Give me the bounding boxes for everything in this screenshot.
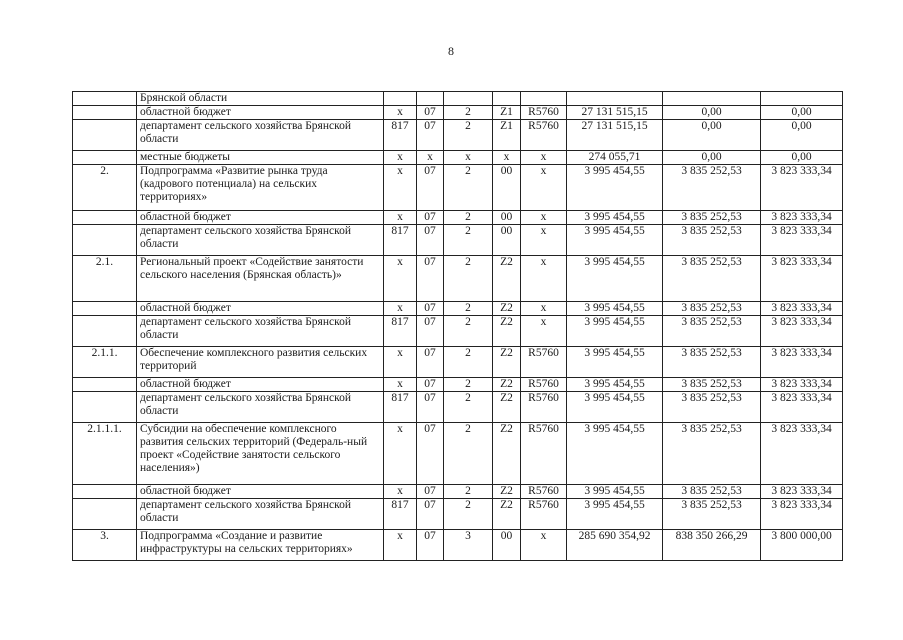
row-name: местные бюджеты bbox=[137, 151, 384, 165]
amount-2020: 3 995 454,55 bbox=[567, 225, 663, 256]
item-code: Z2 bbox=[493, 378, 521, 392]
amount-2021: 3 835 252,53 bbox=[663, 302, 761, 316]
program-code: 2 bbox=[444, 106, 493, 120]
section-code: 07 bbox=[417, 211, 444, 225]
row-name: областной бюджет bbox=[137, 378, 384, 392]
row-name: департамент сельского хозяйства Брянской области bbox=[137, 225, 384, 256]
row-name: департамент сельского хозяйства Брянской области bbox=[137, 120, 384, 151]
row-number: 2.1.1.1. bbox=[73, 423, 137, 485]
grbs-code: 817 bbox=[384, 392, 417, 423]
direction-code: R5760 bbox=[521, 485, 567, 499]
row-number: 2.1. bbox=[73, 256, 137, 302]
item-code: Z2 bbox=[493, 485, 521, 499]
item-code: Z1 bbox=[493, 120, 521, 151]
section-code: 07 bbox=[417, 316, 444, 347]
amount-2022: 0,00 bbox=[761, 120, 843, 151]
item-code: 00 bbox=[493, 211, 521, 225]
amount-2021: 3 835 252,53 bbox=[663, 256, 761, 302]
program-code: 2 bbox=[444, 423, 493, 485]
amount-2022: 3 823 333,34 bbox=[761, 302, 843, 316]
direction-code: R5760 bbox=[521, 499, 567, 530]
amount-2020: 3 995 454,55 bbox=[567, 165, 663, 211]
grbs-code: 817 bbox=[384, 120, 417, 151]
table-row bbox=[73, 120, 843, 151]
program-code: 2 bbox=[444, 211, 493, 225]
amount-2022: 3 823 333,34 bbox=[761, 485, 843, 499]
program-code: 2 bbox=[444, 378, 493, 392]
program-code: 2 bbox=[444, 302, 493, 316]
direction-code: R5760 bbox=[521, 120, 567, 151]
item-code: Z2 bbox=[493, 256, 521, 302]
program-code: 3 bbox=[444, 530, 493, 561]
amount-2021: 0,00 bbox=[663, 151, 761, 165]
grbs-code: х bbox=[384, 151, 417, 165]
row-name: Брянской области bbox=[137, 92, 384, 106]
direction-code: R5760 bbox=[521, 378, 567, 392]
amount-2020: 27 131 515,15 bbox=[567, 120, 663, 151]
table-row bbox=[73, 151, 843, 165]
grbs-code: х bbox=[384, 530, 417, 561]
amount-2022: 3 800 000,00 bbox=[761, 530, 843, 561]
item-code: Z2 bbox=[493, 423, 521, 485]
grbs-code: х bbox=[384, 302, 417, 316]
amount-2021: 838 350 266,29 bbox=[663, 530, 761, 561]
section-code: 07 bbox=[417, 378, 444, 392]
direction-code: R5760 bbox=[521, 106, 567, 120]
amount-2021 bbox=[663, 92, 761, 106]
row-name: областной бюджет bbox=[137, 485, 384, 499]
grbs-code: х bbox=[384, 423, 417, 485]
amount-2020: 3 995 454,55 bbox=[567, 392, 663, 423]
budget-table bbox=[72, 91, 843, 561]
grbs-code: х bbox=[384, 256, 417, 302]
amount-2022: 3 823 333,34 bbox=[761, 211, 843, 225]
amount-2022: 3 823 333,34 bbox=[761, 256, 843, 302]
row-number bbox=[73, 106, 137, 120]
amount-2022: 3 823 333,34 bbox=[761, 392, 843, 423]
item-code: Z2 bbox=[493, 302, 521, 316]
row-number bbox=[73, 92, 137, 106]
row-number bbox=[73, 392, 137, 423]
section-code: 07 bbox=[417, 106, 444, 120]
direction-code: х bbox=[521, 225, 567, 256]
section-code: 07 bbox=[417, 485, 444, 499]
row-number bbox=[73, 316, 137, 347]
direction-code: х bbox=[521, 530, 567, 561]
grbs-code: х bbox=[384, 378, 417, 392]
table-row bbox=[73, 225, 843, 256]
amount-2021: 3 835 252,53 bbox=[663, 211, 761, 225]
program-code: 2 bbox=[444, 165, 493, 211]
amount-2020: 3 995 454,55 bbox=[567, 256, 663, 302]
section-code: 07 bbox=[417, 423, 444, 485]
page-number: 8 bbox=[448, 44, 454, 58]
amount-2021: 3 835 252,53 bbox=[663, 423, 761, 485]
direction-code: х bbox=[521, 316, 567, 347]
program-code: 2 bbox=[444, 347, 493, 378]
table-row bbox=[73, 302, 843, 316]
row-name: департамент сельского хозяйства Брянской области bbox=[137, 499, 384, 530]
row-name: Обеспечение комплексного развития сельских территорий bbox=[137, 347, 384, 378]
grbs-code: 817 bbox=[384, 316, 417, 347]
row-number bbox=[73, 302, 137, 316]
section-code: 07 bbox=[417, 256, 444, 302]
row-name: Подпрограмма «Создание и развитие инфраструктуры на сельских территориях» bbox=[137, 530, 384, 561]
section-code: 07 bbox=[417, 347, 444, 378]
amount-2022: 3 823 333,34 bbox=[761, 165, 843, 211]
section-code: 07 bbox=[417, 225, 444, 256]
program-code: 2 bbox=[444, 485, 493, 499]
program-code: 2 bbox=[444, 256, 493, 302]
row-number bbox=[73, 378, 137, 392]
grbs-code: 817 bbox=[384, 225, 417, 256]
row-number bbox=[73, 225, 137, 256]
direction-code: R5760 bbox=[521, 423, 567, 485]
amount-2020: 3 995 454,55 bbox=[567, 485, 663, 499]
row-number bbox=[73, 211, 137, 225]
item-code bbox=[493, 92, 521, 106]
amount-2020: 3 995 454,55 bbox=[567, 211, 663, 225]
program-code: 2 bbox=[444, 499, 493, 530]
row-number: 3. bbox=[73, 530, 137, 561]
direction-code: х bbox=[521, 302, 567, 316]
amount-2022: 3 823 333,34 bbox=[761, 316, 843, 347]
section-code: 07 bbox=[417, 120, 444, 151]
row-number bbox=[73, 485, 137, 499]
amount-2020: 3 995 454,55 bbox=[567, 378, 663, 392]
direction-code: х bbox=[521, 256, 567, 302]
table-row bbox=[73, 392, 843, 423]
amount-2022: 0,00 bbox=[761, 151, 843, 165]
section-code: х bbox=[417, 151, 444, 165]
row-name: областной бюджет bbox=[137, 106, 384, 120]
program-code: 2 bbox=[444, 120, 493, 151]
item-code: Z1 bbox=[493, 106, 521, 120]
table-row bbox=[73, 485, 843, 499]
item-code: 00 bbox=[493, 165, 521, 211]
amount-2021: 3 835 252,53 bbox=[663, 316, 761, 347]
amount-2021: 3 835 252,53 bbox=[663, 347, 761, 378]
row-number: 2.1.1. bbox=[73, 347, 137, 378]
direction-code: R5760 bbox=[521, 347, 567, 378]
amount-2020: 274 055,71 bbox=[567, 151, 663, 165]
item-code: Z2 bbox=[493, 347, 521, 378]
table-row bbox=[73, 106, 843, 120]
amount-2021: 0,00 bbox=[663, 106, 761, 120]
grbs-code: х bbox=[384, 106, 417, 120]
row-name: областной бюджет bbox=[137, 302, 384, 316]
row-number bbox=[73, 151, 137, 165]
program-code: 2 bbox=[444, 392, 493, 423]
row-name: департамент сельского хозяйства Брянской области bbox=[137, 316, 384, 347]
table-row bbox=[73, 378, 843, 392]
direction-code bbox=[521, 92, 567, 106]
table-row bbox=[73, 530, 843, 561]
grbs-code: х bbox=[384, 165, 417, 211]
amount-2021: 3 835 252,53 bbox=[663, 392, 761, 423]
program-code: 2 bbox=[444, 316, 493, 347]
amount-2021: 0,00 bbox=[663, 120, 761, 151]
item-code: 00 bbox=[493, 225, 521, 256]
row-name: Субсидии на обеспечение комплексного развития сельских территорий (Федераль-ный проект «Содействие занятости сельского населения») bbox=[137, 423, 384, 485]
amount-2022: 3 823 333,34 bbox=[761, 499, 843, 530]
table-row bbox=[73, 211, 843, 225]
amount-2022 bbox=[761, 92, 843, 106]
row-number: 2. bbox=[73, 165, 137, 211]
item-code: х bbox=[493, 151, 521, 165]
row-name: департамент сельского хозяйства Брянской области bbox=[137, 392, 384, 423]
section-code: 07 bbox=[417, 392, 444, 423]
section-code: 07 bbox=[417, 165, 444, 211]
item-code: 00 bbox=[493, 530, 521, 561]
program-code bbox=[444, 92, 493, 106]
table-row bbox=[73, 347, 843, 378]
amount-2021: 3 835 252,53 bbox=[663, 165, 761, 211]
direction-code: х bbox=[521, 165, 567, 211]
row-name: Подпрограмма «Развитие рынка труда (кадрового потенциала) на сельских территориях» bbox=[137, 165, 384, 211]
grbs-code: 817 bbox=[384, 499, 417, 530]
grbs-code: х bbox=[384, 347, 417, 378]
row-name: Региональный проект «Содействие занятости сельского населения (Брянская область)» bbox=[137, 256, 384, 302]
amount-2020: 27 131 515,15 bbox=[567, 106, 663, 120]
amount-2020 bbox=[567, 92, 663, 106]
amount-2021: 3 835 252,53 bbox=[663, 499, 761, 530]
table-row bbox=[73, 499, 843, 530]
amount-2020: 3 995 454,55 bbox=[567, 499, 663, 530]
table-row bbox=[73, 423, 843, 485]
amount-2022: 3 823 333,34 bbox=[761, 423, 843, 485]
table-row bbox=[73, 92, 843, 106]
amount-2021: 3 835 252,53 bbox=[663, 485, 761, 499]
section-code: 07 bbox=[417, 530, 444, 561]
amount-2022: 3 823 333,34 bbox=[761, 378, 843, 392]
grbs-code: х bbox=[384, 211, 417, 225]
table-row bbox=[73, 316, 843, 347]
grbs-code bbox=[384, 92, 417, 106]
section-code: 07 bbox=[417, 499, 444, 530]
row-number bbox=[73, 120, 137, 151]
amount-2021: 3 835 252,53 bbox=[663, 378, 761, 392]
row-number bbox=[73, 499, 137, 530]
table-row bbox=[73, 256, 843, 302]
table-row bbox=[73, 165, 843, 211]
grbs-code: х bbox=[384, 485, 417, 499]
amount-2020: 285 690 354,92 bbox=[567, 530, 663, 561]
amount-2022: 0,00 bbox=[761, 106, 843, 120]
program-code: 2 bbox=[444, 225, 493, 256]
direction-code: х bbox=[521, 151, 567, 165]
amount-2022: 3 823 333,34 bbox=[761, 347, 843, 378]
program-code: х bbox=[444, 151, 493, 165]
amount-2022: 3 823 333,34 bbox=[761, 225, 843, 256]
amount-2020: 3 995 454,55 bbox=[567, 423, 663, 485]
section-code bbox=[417, 92, 444, 106]
direction-code: х bbox=[521, 211, 567, 225]
item-code: Z2 bbox=[493, 392, 521, 423]
amount-2020: 3 995 454,55 bbox=[567, 347, 663, 378]
item-code: Z2 bbox=[493, 499, 521, 530]
amount-2021: 3 835 252,53 bbox=[663, 225, 761, 256]
row-name: областной бюджет bbox=[137, 211, 384, 225]
direction-code: R5760 bbox=[521, 392, 567, 423]
amount-2020: 3 995 454,55 bbox=[567, 302, 663, 316]
section-code: 07 bbox=[417, 302, 444, 316]
item-code: Z2 bbox=[493, 316, 521, 347]
amount-2020: 3 995 454,55 bbox=[567, 316, 663, 347]
